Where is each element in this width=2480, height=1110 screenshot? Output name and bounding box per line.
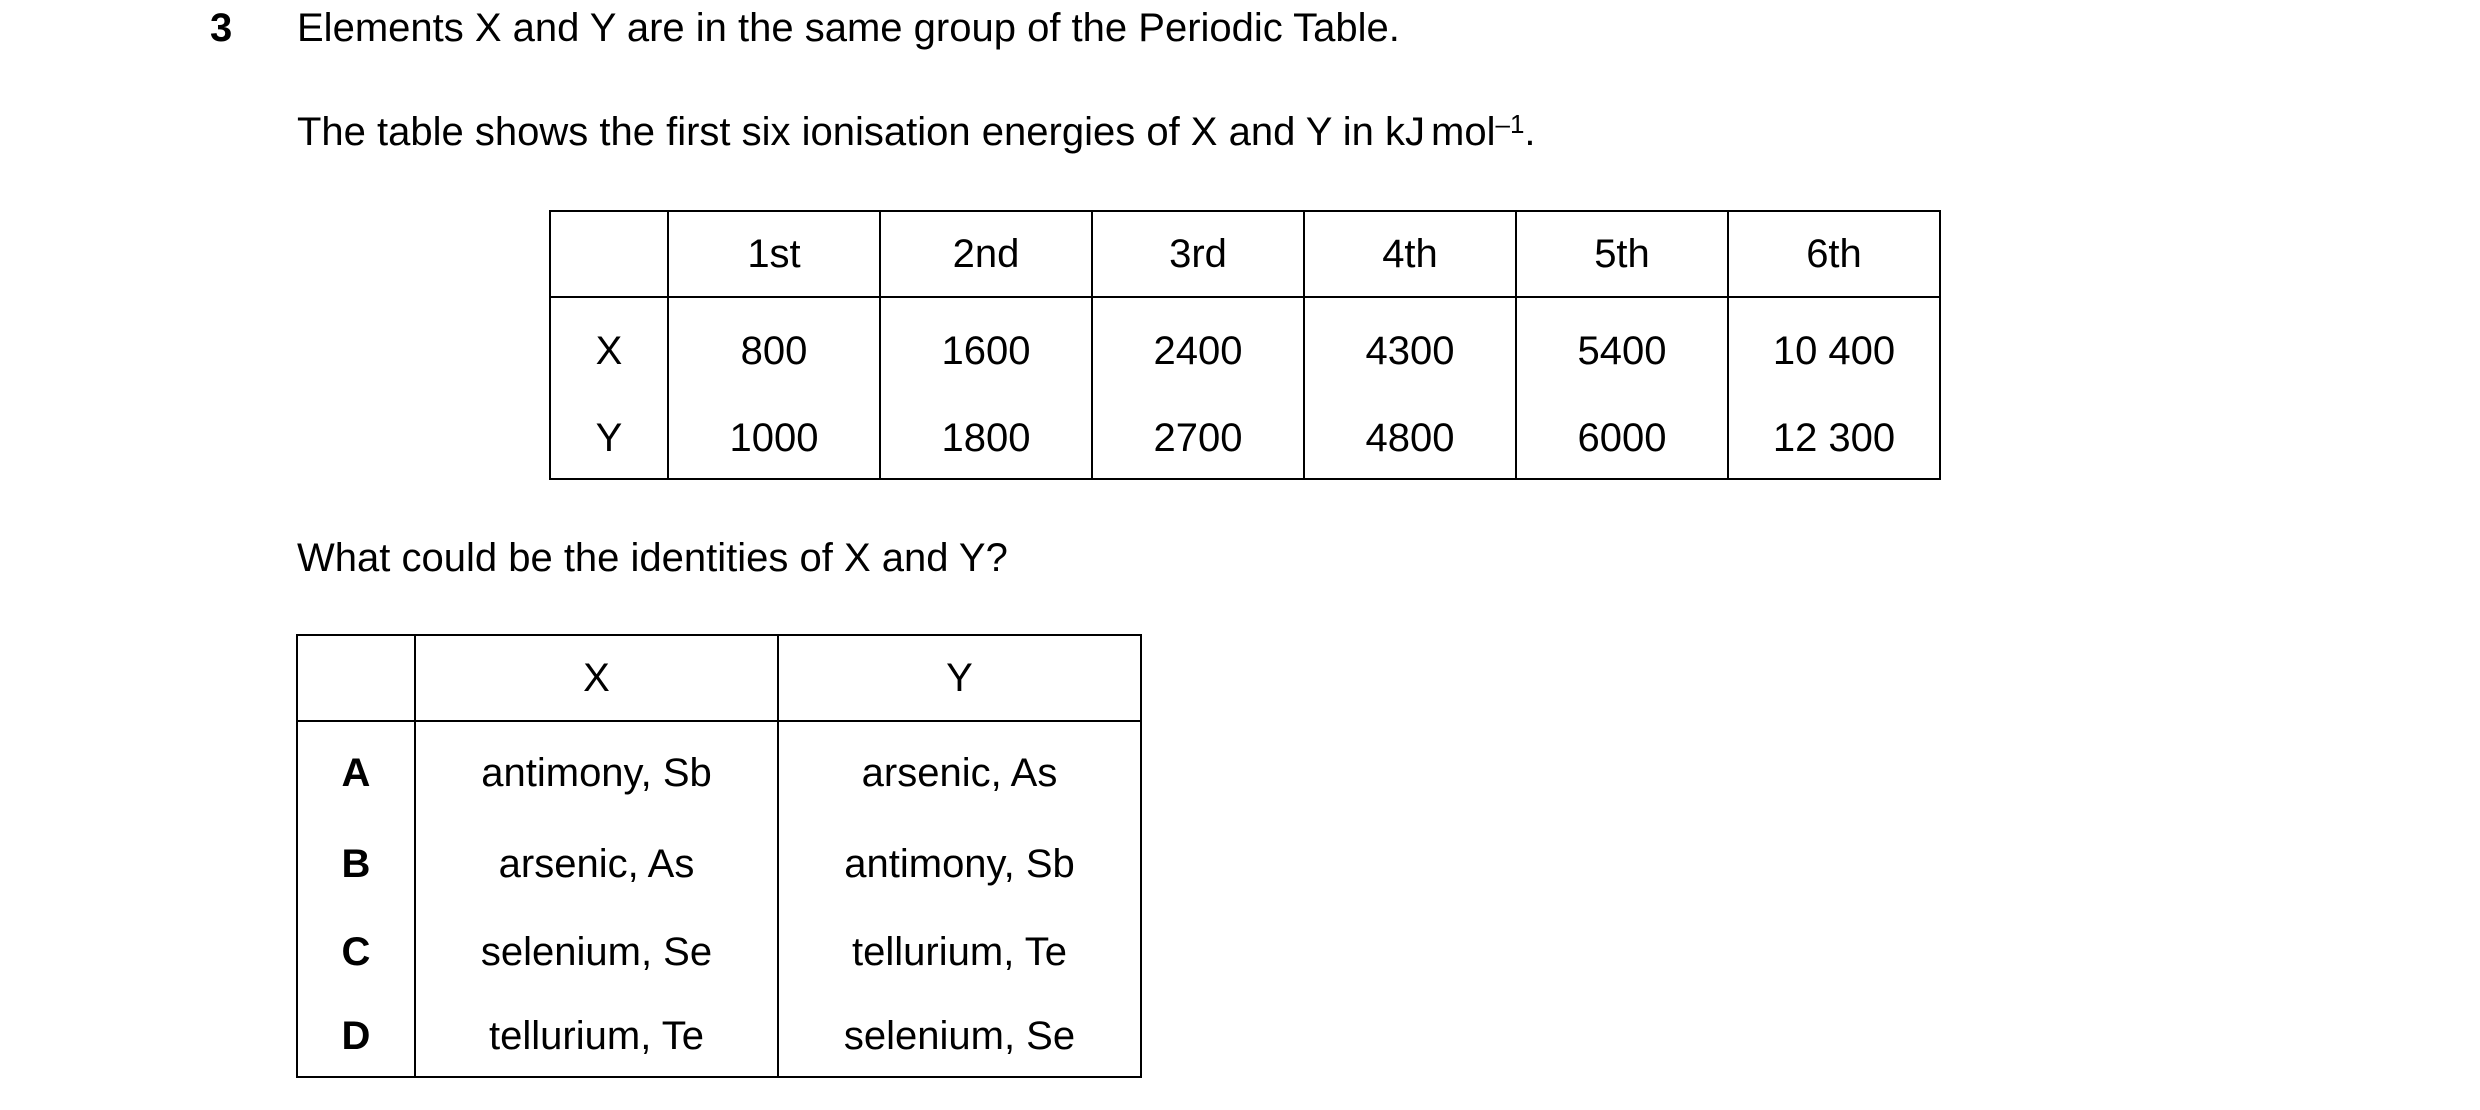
option-row-c xyxy=(297,908,1141,996)
column-header: X xyxy=(415,635,778,721)
column-header: 5th xyxy=(1516,211,1728,297)
unit-mol: mol xyxy=(1431,110,1496,154)
option-letter: D xyxy=(341,1013,371,1058)
option-y: tellurium, Te xyxy=(778,908,1141,996)
question-number: 3 xyxy=(210,6,233,50)
option-row-d xyxy=(297,996,1141,1077)
option-x: selenium, Se xyxy=(415,908,778,996)
unit-exponent: –1 xyxy=(1495,109,1525,139)
table-cell: 4800 xyxy=(1304,398,1516,479)
table-cell: 1800 xyxy=(880,398,1092,479)
option-x: tellurium, Te xyxy=(415,996,778,1077)
question-prompt: What could be the identities of X and Y? xyxy=(297,536,1008,580)
option-letter: B xyxy=(341,841,371,886)
column-header: 6th xyxy=(1728,211,1940,297)
column-header: 3rd xyxy=(1092,211,1304,297)
option-letter: C xyxy=(341,929,371,974)
option-row-a xyxy=(297,721,1141,820)
row-label: Y xyxy=(595,415,623,460)
table-cell: 5400 xyxy=(1516,297,1728,398)
question-statement: Elements X and Y are in the same group of the Periodic Table. xyxy=(297,6,1400,50)
table-intro-text: The table shows the first six ionisation energies of X and Y in kJ xyxy=(297,110,1426,154)
table-cell: 6000 xyxy=(1516,398,1728,479)
column-header: Y xyxy=(778,635,1141,721)
table-cell: 2700 xyxy=(1092,398,1304,479)
option-letter: A xyxy=(341,750,371,795)
table-cell: 800 xyxy=(668,297,880,398)
option-x: arsenic, As xyxy=(415,820,778,908)
column-header: 1st xyxy=(668,211,880,297)
row-label: X xyxy=(595,328,623,373)
table-cell: 1600 xyxy=(880,297,1092,398)
column-header xyxy=(297,635,415,721)
column-header: 2nd xyxy=(880,211,1092,297)
table-intro xyxy=(297,108,1536,156)
option-y: antimony, Sb xyxy=(778,820,1141,908)
option-y: selenium, Se xyxy=(778,996,1141,1077)
table-cell: 10 400 xyxy=(1728,297,1940,398)
table-row xyxy=(550,297,1940,398)
table-intro-end: . xyxy=(1524,110,1536,154)
table-row xyxy=(550,398,1940,479)
table-cell: 4300 xyxy=(1304,297,1516,398)
answer-options-table xyxy=(296,634,1142,1078)
option-x: antimony, Sb xyxy=(415,721,778,820)
column-header: 4th xyxy=(1304,211,1516,297)
table-cell: 12 300 xyxy=(1728,398,1940,479)
option-row-b xyxy=(297,820,1141,908)
ionisation-energy-table xyxy=(549,210,1941,480)
column-header xyxy=(550,211,668,297)
table-header-row xyxy=(550,211,1940,297)
options-header-row xyxy=(297,635,1141,721)
option-y: arsenic, As xyxy=(778,721,1141,820)
table-cell: 2400 xyxy=(1092,297,1304,398)
table-cell: 1000 xyxy=(668,398,880,479)
